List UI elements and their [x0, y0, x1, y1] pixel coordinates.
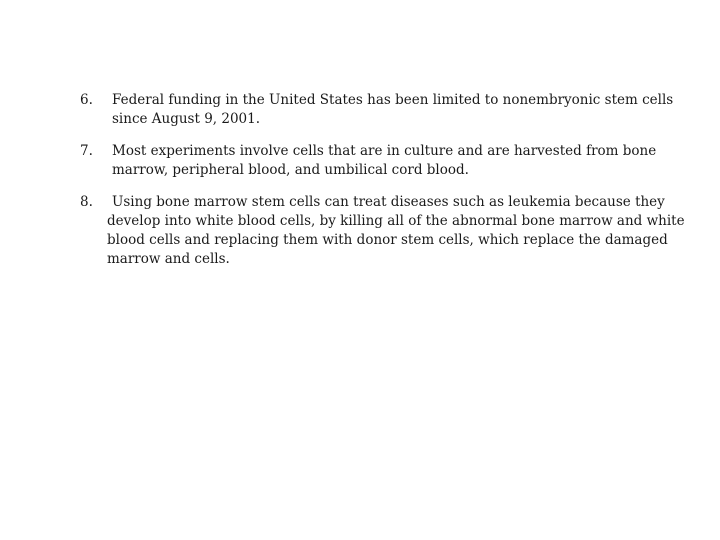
item-number: 6.: [80, 92, 93, 108]
item-number: 7.: [80, 143, 93, 159]
item-text: Using bone marrow stem cells can treat diseases such as leukemia because they develop into white blood cells, by killing all of the abnormal bone marrow and white blood cells and replacing them with donor stem cells, which replace the damaged marrow and cells.: [107, 194, 685, 267]
item-text: Most experiments involve cells that are in culture and are harvested from bone marrow, peripheral blood, and umbilical cord blood.: [112, 143, 657, 178]
item-number: 8.: [80, 194, 93, 210]
item-text: Federal funding in the United States has been limited to nonembryonic stem cells since August 9, 2001.: [112, 92, 674, 127]
list-item-8: [80, 193, 710, 269]
list-item-7: [80, 142, 710, 180]
list-item-6: [80, 91, 710, 129]
